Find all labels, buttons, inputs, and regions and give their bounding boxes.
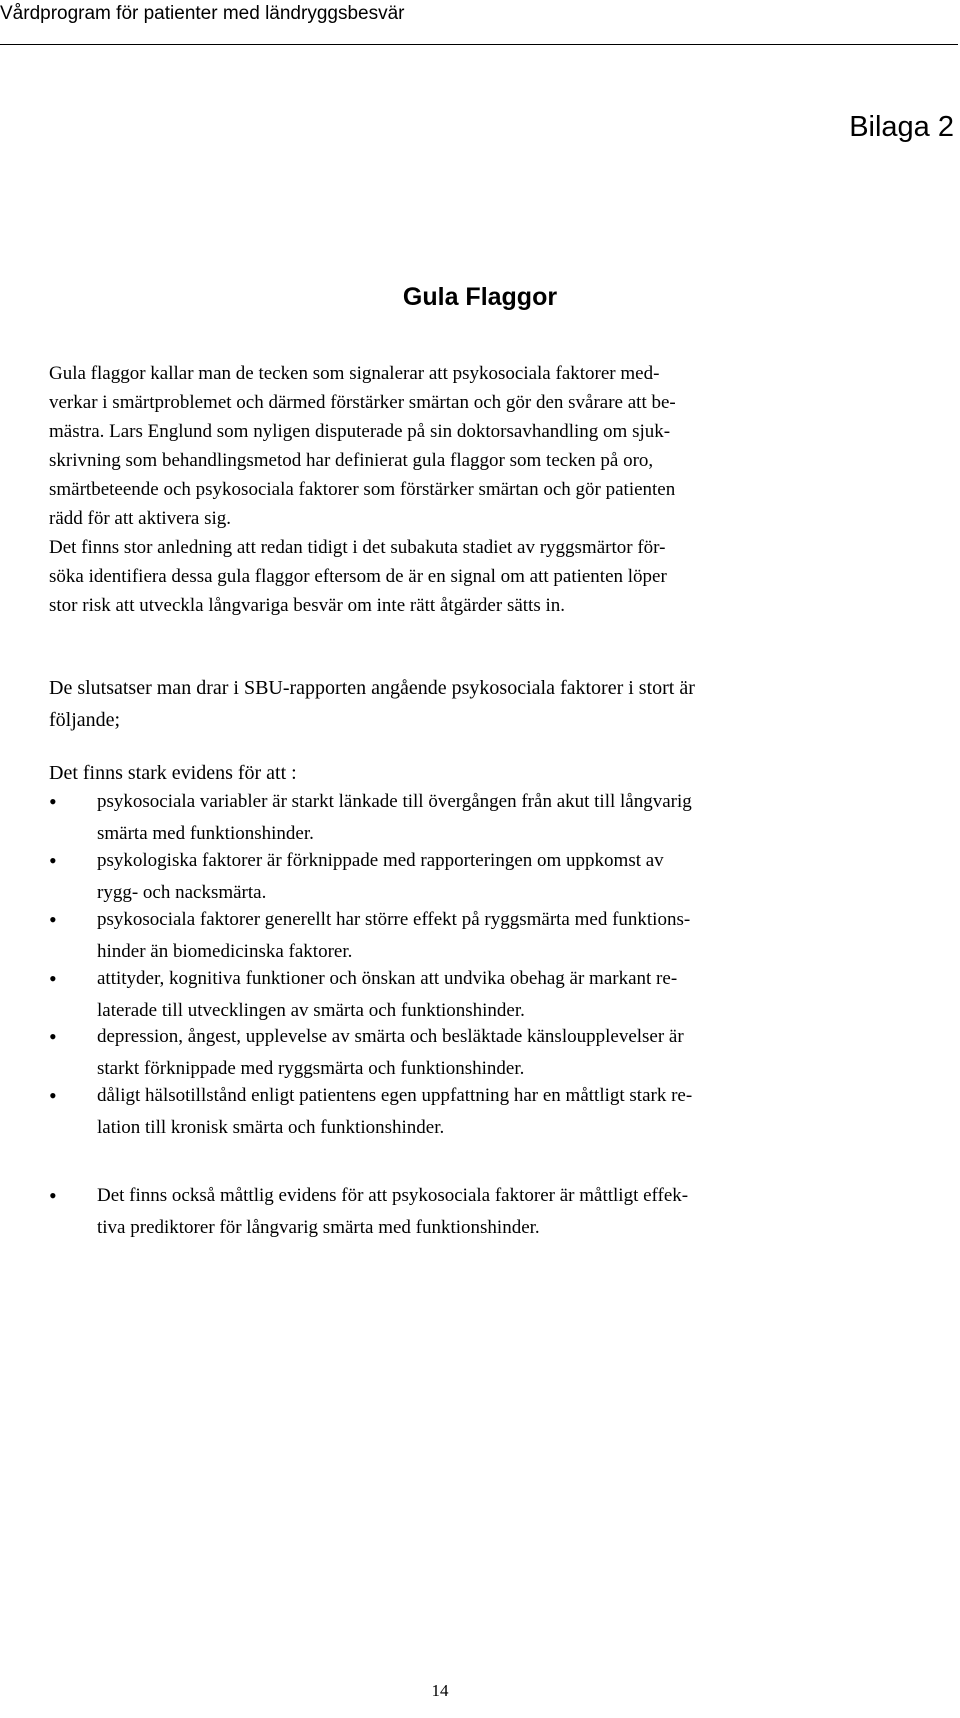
list-item-line: psykosociala variabler är starkt länkade till övergången från akut till långvarig — [97, 791, 692, 812]
bullet-icon: • — [49, 907, 57, 932]
list-item-line: smärta med funktionshinder. — [97, 823, 314, 844]
page-number: 14 — [431, 1681, 449, 1700]
list-item-line: depression, ångest, upplevelse av smärta och besläktade känsloupplevelser är — [97, 1026, 684, 1047]
strong-evidence-heading: Det finns stark evidens för att : — [49, 762, 297, 784]
bullet-icon: • — [49, 966, 57, 991]
list-item-line: dåligt hälsotillstånd enligt patientens egen uppfattning har en måttligt stark re- — [97, 1085, 693, 1106]
list-item-line: attityder, kognitiva funktioner och önskan att undvika obehag är markant re- — [97, 968, 678, 989]
paragraph-line: stor risk att utveckla långvariga besvär om inte rätt åtgärder sätts in. — [49, 595, 565, 616]
bullet-icon: • — [49, 1024, 57, 1049]
list-item-line: rygg- och nacksmärta. — [97, 882, 267, 903]
paragraph-line: verkar i smärtproblemet och därmed förstärker smärtan och gör den svårare att be- — [49, 392, 676, 413]
paragraph-line: följande; — [49, 709, 121, 731]
paragraph-line: rädd för att aktivera sig. — [49, 508, 232, 529]
list-item-line: psykosociala faktorer generellt har större effekt på ryggsmärta med funktions- — [97, 909, 691, 930]
paragraph-line: De slutsatser man drar i SBU-rapporten angående psykosociala faktorer i stort är — [49, 677, 695, 699]
running-header: Vårdprogram för patienter med ländryggsbesvär — [0, 3, 405, 24]
bullet-icon: • — [49, 789, 57, 814]
bullet-icon: • — [49, 1083, 57, 1108]
sbu-paragraph — [49, 672, 939, 736]
list-item-line: psykologiska faktorer är förknippade med rapporteringen om uppkomst av — [97, 850, 664, 871]
list-item-line: tiva prediktorer för långvarig smärta med funktionshinder. — [97, 1217, 540, 1238]
list-item-line: starkt förknippade med ryggsmärta och funktionshinder. — [97, 1058, 525, 1079]
paragraph-line: söka identifiera dessa gula flaggor eftersom de är en signal om att patienten löper — [49, 566, 667, 587]
paragraph-line: mästra. Lars Englund som nyligen disputerade på sin doktorsavhandling om sjuk- — [49, 421, 671, 442]
intro-paragraph — [49, 359, 939, 620]
list-item-line: Det finns också måttlig evidens för att psykosociala faktorer är måttligt effek- — [97, 1185, 689, 1206]
paragraph-line: skrivning som behandlingsmetod har definierat gula flaggor som tecken på oro, — [49, 450, 654, 471]
paragraph-line: Det finns stor anledning att redan tidigt i det subakuta stadiet av ryggsmärtor för- — [49, 537, 666, 558]
paragraph-line: Gula flaggor kallar man de tecken som signalerar att psykosociala faktorer med- — [49, 363, 660, 384]
list-item-line: hinder än biomedicinska faktorer. — [97, 941, 353, 962]
list-item-line: lation till kronisk smärta och funktionshinder. — [97, 1117, 445, 1138]
bullet-icon: • — [49, 848, 57, 873]
page-title: Gula Flaggor — [402, 283, 558, 311]
paragraph-line: smärtbeteende och psykosociala faktorer som förstärker smärtan och gör patienten — [49, 479, 676, 500]
header-divider — [0, 44, 958, 45]
bullet-icon: • — [49, 1183, 57, 1208]
appendix-label: Bilaga 2 — [849, 111, 954, 143]
list-item-line: laterade till utvecklingen av smärta och funktionshinder. — [97, 1000, 525, 1021]
